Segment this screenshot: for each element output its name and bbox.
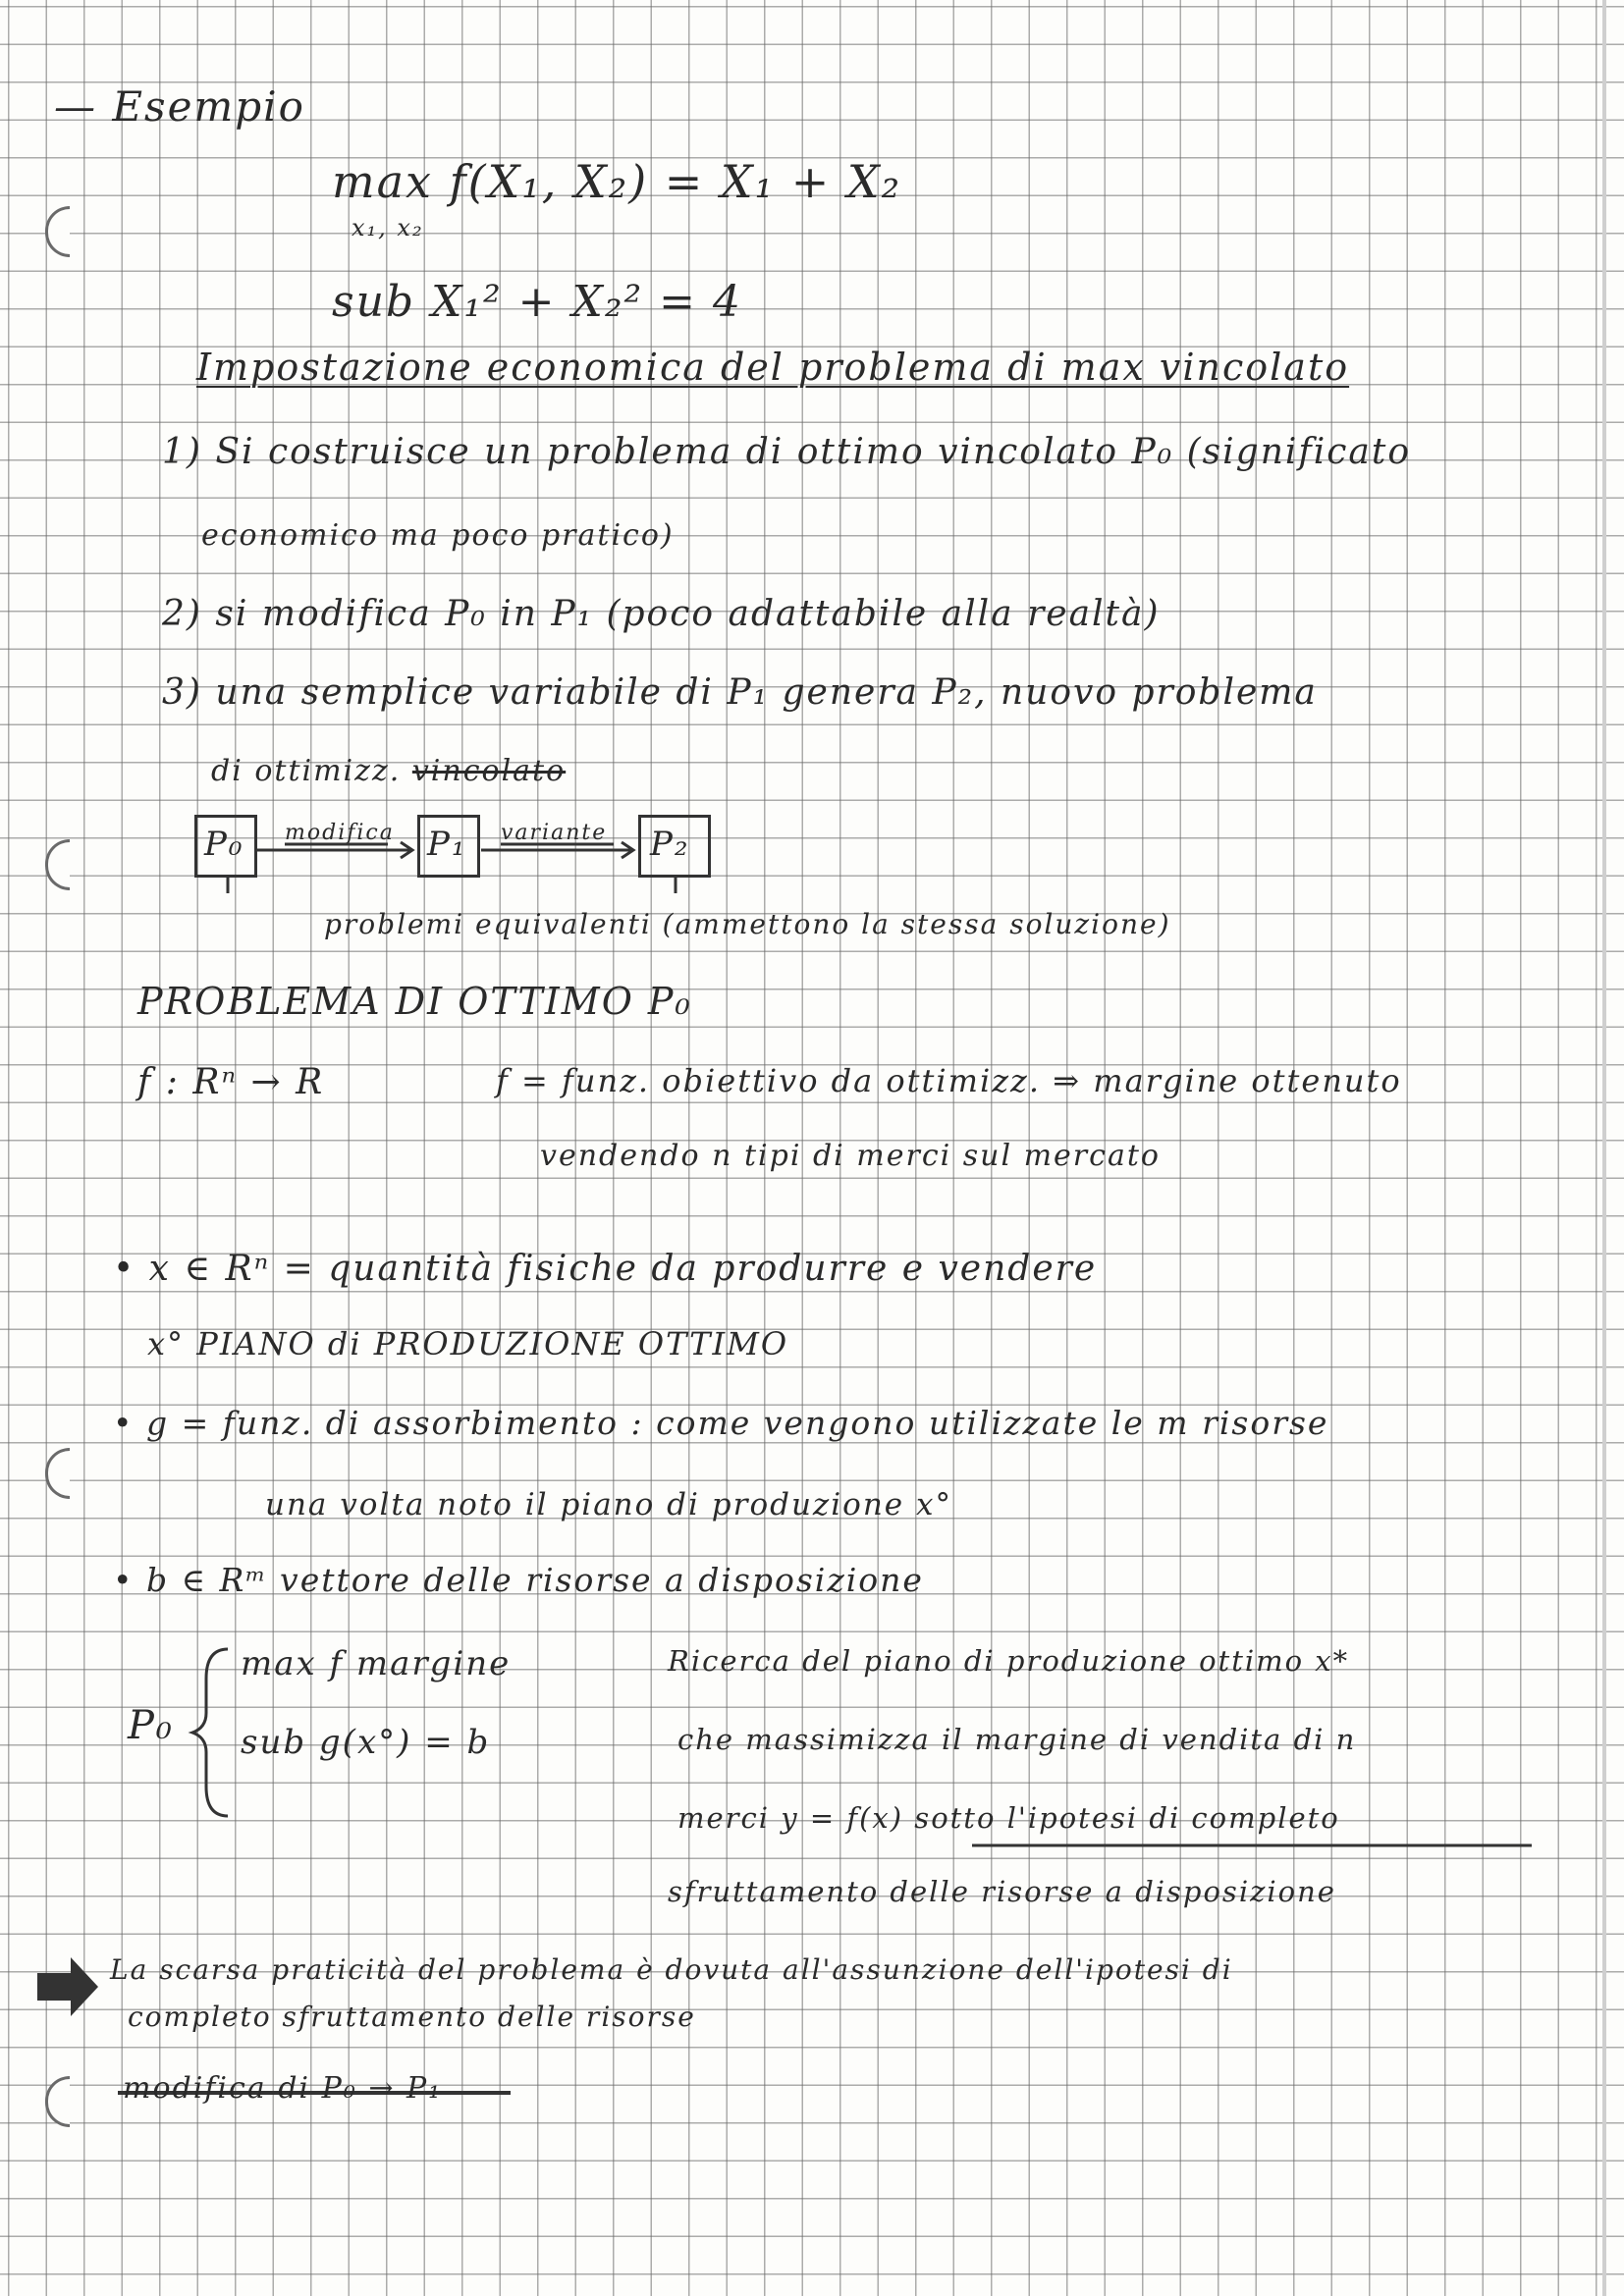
x0-definition: x° PIANO di PRODUZIONE OTTIMO [147, 1325, 789, 1362]
example-objective: max f(X₁, X₂) = X₁ + X₂ [332, 155, 902, 208]
box-p1-label: P₁ [427, 825, 467, 864]
arrow-label: variante [501, 821, 608, 845]
system-line: sub g(x°) = b [241, 1723, 491, 1762]
b-definition: • b ∈ Rᵐ vettore delle risorse a disposizione [113, 1561, 924, 1599]
system-description: Ricerca del piano di produzione ottimo x* [668, 1644, 1350, 1678]
system-description: sfruttamento delle risorse a disposizione [668, 1875, 1336, 1908]
arrow-label: modifica [285, 821, 395, 845]
list-item: 3) una semplice variabile di P₁ genera P₂, nuovo problema [162, 672, 1318, 713]
struck-text: vincolato [411, 754, 567, 788]
x-definition: • x ∈ Rⁿ = quantità fisiche da produrre e vendere [113, 1249, 1098, 1289]
section-title: Impostazione economica del problema di max vincolato [196, 346, 1350, 389]
example-heading: — Esempio [54, 82, 305, 131]
list-item: 2) si modifica P₀ in P₁ (poco adattabile alla realtà) [162, 594, 1161, 634]
map-definition: f : Rⁿ → R [137, 1062, 325, 1102]
g-definition: • g = funz. di assorbimento : come vengono utilizzate le m risorse [113, 1404, 1329, 1442]
example-variables: x₁, x₂ [352, 214, 424, 241]
pointer-arrow-icon [37, 1957, 98, 2016]
list-item: 1) Si costruisce un problema di ottimo vincolato P₀ (significato [162, 432, 1412, 472]
system-description: merci y = f(x) sotto l'ipotesi di completo [677, 1801, 1340, 1835]
list-item-cont: economico ma poco pratico) [201, 518, 675, 553]
section-title: PROBLEMA DI OTTIMO P₀ [137, 980, 692, 1023]
note-line: completo sfruttamento delle risorse [128, 2001, 696, 2033]
note-line: La scarsa praticità del problema è dovuta all'assunzione dell'ipotesi di [110, 1953, 1233, 1986]
flow-caption: problemi equivalenti (ammettono la stessa soluzione) [324, 908, 1171, 940]
box-p2-label: P₂ [650, 825, 690, 864]
struck-note: modifica di P₀ → P₁ [123, 2071, 443, 2106]
f-definition: f = funz. obiettivo da ottimizz. ⇒ margine ottenuto [496, 1062, 1402, 1099]
system-brace [192, 1649, 228, 1816]
f-definition-cont: vendendo n tipi di merci sul mercato [540, 1139, 1161, 1173]
example-constraint: sub X₁² + X₂² = 4 [332, 277, 742, 327]
g-definition-cont: una volta noto il piano di produzione x° [265, 1487, 952, 1522]
system-description: che massimizza il margine di vendita di n [677, 1723, 1357, 1756]
system-label: P₀ [128, 1703, 174, 1748]
box-p0-label: P₀ [204, 825, 244, 864]
list-item-cont: di ottimizz. vincolato [211, 754, 567, 788]
system-line: max f margine [241, 1644, 512, 1683]
